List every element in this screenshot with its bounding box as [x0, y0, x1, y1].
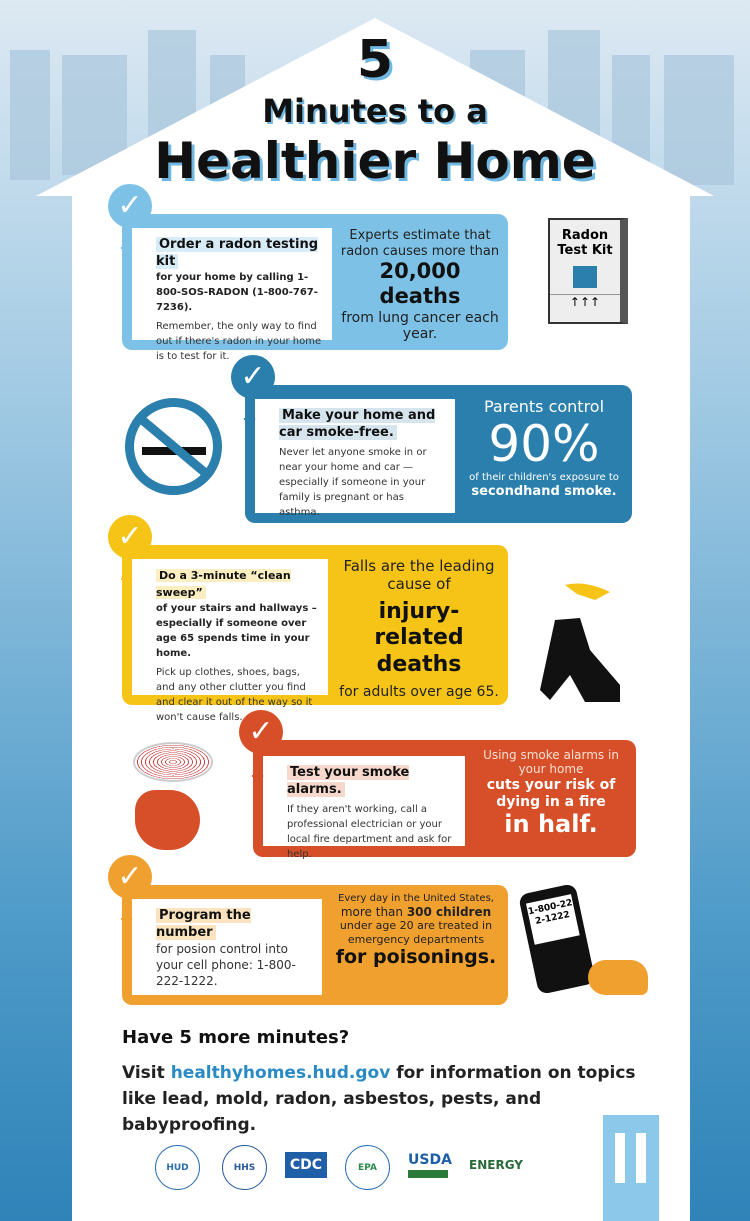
energy-logo: ENERGY	[469, 1158, 523, 1172]
checkmark-icon: ✓	[108, 855, 152, 899]
cdc-logo: CDC	[285, 1152, 327, 1178]
checkmark-icon: ✓	[231, 355, 275, 399]
stat-intro: Parents control	[483, 397, 605, 416]
epa-logo: EPA	[345, 1145, 390, 1190]
healthyhomes-link[interactable]: healthyhomes.hud.gov	[170, 1063, 391, 1083]
tip-card-radon	[120, 214, 508, 362]
stat-lead: more than	[340, 905, 407, 919]
footer-heading: Have 5 more minutes?	[122, 1027, 350, 1048]
phone-screen-number: 1-800-222-1222	[526, 894, 580, 945]
stat-highlight: in half.	[504, 810, 598, 839]
checkmark-icon: ✓	[108, 184, 152, 228]
stat-highlight: for poisonings.	[335, 945, 497, 968]
tip-sub: of your stairs and hallways – especially if someone over age 65 spends time in your home.	[156, 603, 317, 659]
title-number: 5	[356, 30, 394, 90]
stat-outro: of their children's exposure to	[469, 472, 619, 484]
arrow-icon: ➔	[243, 409, 257, 428]
usda-logo: USDA	[408, 1152, 448, 1178]
no-smoking-icon	[125, 398, 222, 495]
stat-middle: under age 20 are treated in emergency departments	[339, 919, 493, 946]
stat-highlight: injury-related deaths	[374, 599, 464, 677]
arrow-icon: ➔	[120, 909, 134, 928]
arrow-icon: ➔	[251, 766, 265, 785]
title-line3: Healthier Home	[154, 132, 596, 190]
stat-outro: for adults over age 65.	[339, 684, 499, 701]
footer-rest: for information on topics like lead, mold, radon, asbestos, pests, and babyproofing.	[122, 1063, 636, 1135]
hand-icon	[588, 960, 648, 995]
tip-heading: Test your smoke alarms.	[287, 765, 410, 797]
tip-body: Remember, the only way to find out if there's radon in your home is to test for it.	[156, 321, 322, 362]
tip-card-smoke-alarms	[251, 740, 636, 860]
arrow-icon: ➔	[120, 569, 134, 588]
arrow-icon: ➔	[120, 238, 134, 257]
stat-intro: Experts estimate that radon causes more than	[340, 228, 500, 259]
stat-count: 300 children	[406, 905, 492, 919]
stat-intro: Using smoke alarms in your home	[483, 748, 619, 777]
stat-intro: Every day in the United States,	[338, 893, 494, 904]
radon-test-kit-icon	[548, 218, 628, 324]
shoe-icon	[525, 580, 625, 705]
kit-label: Radon Test Kit	[557, 228, 613, 258]
stat-outro: from lung cancer each year.	[341, 309, 499, 343]
tip-card-clean-sweep	[120, 545, 508, 723]
tip-body: If they aren't working, call a professional electrician or your local fire department and ask for help.	[287, 804, 452, 860]
tip-body: for posion control into your cell phone: 1-800-222-1222.	[156, 942, 296, 988]
stat-middle: cuts your risk of dying in a fire	[486, 776, 616, 810]
hand-pressing-icon	[135, 790, 200, 850]
checkmark-icon: ✓	[108, 515, 152, 559]
smoke-alarm-icon	[133, 742, 213, 782]
tip-body: Never let anyone smoke in or near your home and car — especially if someone in your family is pregnant or has asthma.	[279, 447, 427, 518]
title-line2: Minutes to a	[262, 92, 488, 130]
stat-highlight: 90%	[488, 415, 600, 474]
stat-intro: Falls are the leading cause of	[343, 557, 495, 593]
tip-sub: for your home by calling 1-800-SOS-RADON (1-800-767-7236).	[156, 272, 318, 313]
checkmark-icon: ✓	[239, 710, 283, 754]
tip-body: Pick up clothes, shoes, bags, and any other clutter you find and clear it out of the way so it won't cause falls.	[156, 667, 313, 723]
hhs-logo: HHS	[222, 1145, 267, 1190]
tip-heading: Order a radon testing kit	[156, 237, 319, 269]
tip-heading: Do a 3-minute “clean sweep”	[156, 569, 291, 599]
stat-outro-bold: secondhand smoke.	[471, 484, 617, 500]
tip-card-smoke-free	[245, 385, 632, 523]
tip-heading: Make your home and car smoke-free.	[279, 408, 436, 440]
tip-heading: Program the number	[156, 908, 251, 940]
footer-text	[122, 1060, 662, 1138]
hud-logo: HUD	[155, 1145, 200, 1190]
radon-arrows-icon: ↑↑↑	[550, 294, 620, 309]
tip-card-poison-control	[122, 885, 508, 1005]
stat-highlight: 20,000 deaths	[379, 259, 461, 309]
footer-visit: Visit	[122, 1063, 171, 1083]
